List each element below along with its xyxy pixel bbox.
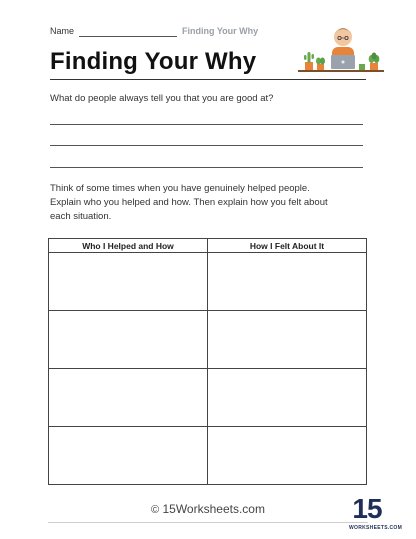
table-row	[49, 253, 367, 311]
response-table	[48, 238, 367, 485]
column-header-how-felt: How I Felt About It	[208, 239, 367, 253]
site-logo	[349, 493, 403, 534]
footer-divider	[48, 522, 368, 523]
page-title: Finding Your Why	[50, 48, 257, 75]
person-at-laptop-illustration	[298, 14, 384, 76]
answer-line-2[interactable]	[50, 145, 363, 146]
table-cell[interactable]	[208, 427, 367, 485]
question-2-line: each situation.	[50, 211, 112, 222]
answer-line-3[interactable]	[50, 167, 363, 168]
table-cell[interactable]	[208, 369, 367, 427]
answer-line-1[interactable]	[50, 124, 363, 125]
logo-text: WORKSHEETS.COM	[349, 525, 403, 531]
question-2-line: Explain who you helped and how. Then explain how you felt about	[50, 197, 328, 208]
table-cell[interactable]	[49, 253, 208, 311]
table-header-row	[49, 239, 367, 253]
logo-number: 15	[352, 493, 382, 524]
table-cell[interactable]	[208, 253, 367, 311]
name-label: Name	[50, 26, 75, 36]
table-cell[interactable]	[49, 369, 208, 427]
question-2	[50, 182, 370, 224]
question-1: What do people always tell you that you are good at?	[50, 93, 274, 104]
header-divider	[50, 79, 366, 80]
header-small-title: Finding Your Why	[182, 26, 259, 36]
footer-site[interactable]: 15Worksheets.com	[162, 502, 265, 516]
table-row	[49, 311, 367, 369]
question-2-line: Think of some times when you have genuinely helped people.	[50, 183, 310, 194]
name-field[interactable]	[79, 36, 177, 37]
table-cell[interactable]	[49, 311, 208, 369]
table-cell[interactable]	[208, 311, 367, 369]
column-header-who-helped: Who I Helped and How	[49, 239, 208, 253]
table-cell[interactable]	[49, 427, 208, 485]
table-row	[49, 427, 367, 485]
copyright-symbol: ©	[151, 504, 160, 516]
table-row	[49, 369, 367, 427]
